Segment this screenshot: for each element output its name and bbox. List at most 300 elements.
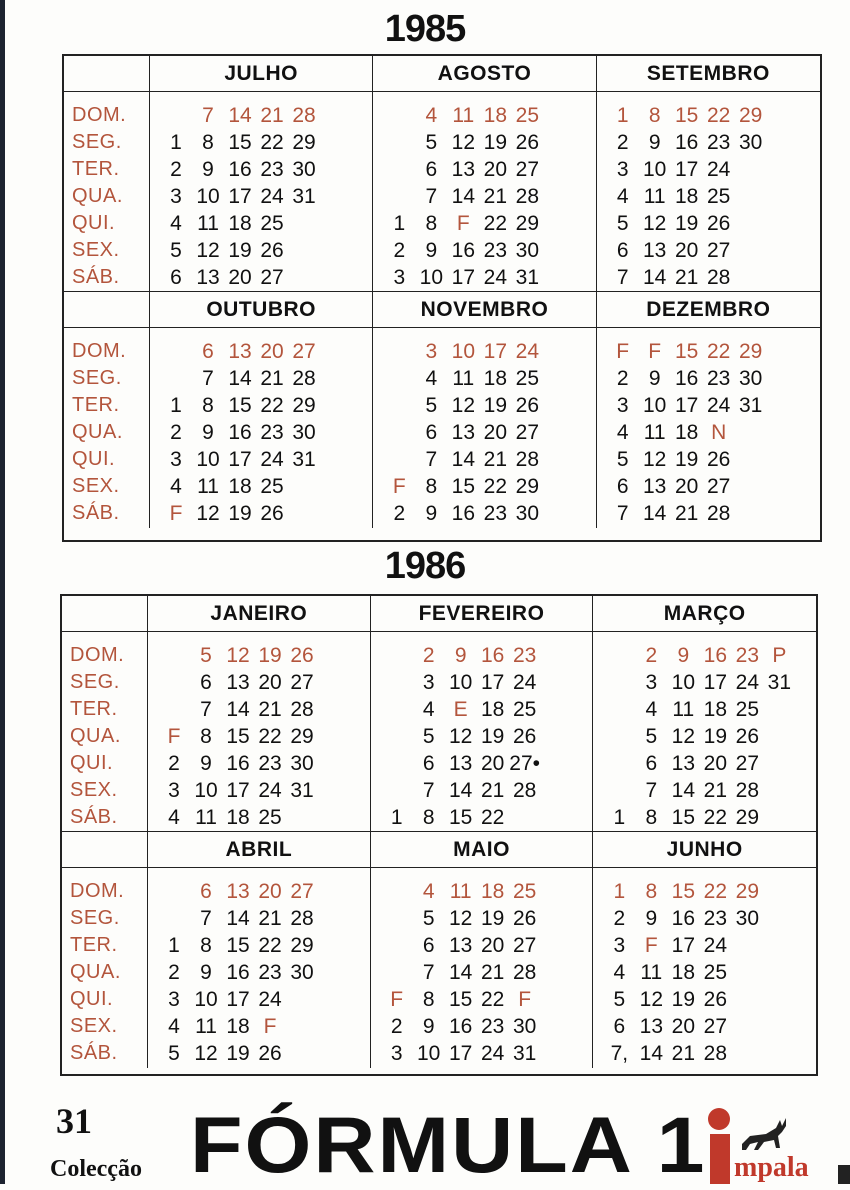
day-number: 15 bbox=[671, 880, 695, 903]
day-number: 26 bbox=[703, 988, 727, 1011]
day-number: 27 bbox=[515, 421, 539, 444]
day-number: 13 bbox=[448, 934, 473, 957]
day-number: 29 bbox=[290, 934, 314, 957]
day-number: 22 bbox=[258, 725, 282, 748]
day-number: 29 bbox=[735, 880, 759, 903]
day-number: 17 bbox=[451, 266, 475, 289]
day-number: 20 bbox=[483, 421, 507, 444]
day-number: 11 bbox=[672, 698, 695, 721]
day-number bbox=[767, 264, 799, 291]
day-number bbox=[767, 500, 799, 527]
day-number bbox=[767, 102, 799, 129]
day-number: 13 bbox=[448, 752, 473, 775]
day-number bbox=[320, 264, 352, 291]
day-number: F bbox=[518, 988, 532, 1011]
day-number: 14 bbox=[642, 266, 667, 289]
month-days bbox=[597, 328, 820, 528]
day-number: 7 bbox=[202, 367, 214, 390]
day-number bbox=[731, 932, 763, 959]
impala-logo bbox=[700, 1108, 820, 1184]
day-number: F bbox=[392, 475, 406, 498]
calendar-grid-1986 bbox=[60, 594, 818, 1076]
day-number: 31 bbox=[512, 1042, 537, 1065]
day-number: F bbox=[616, 340, 630, 363]
day-number: 17 bbox=[226, 988, 250, 1011]
day-number: 7 bbox=[425, 185, 438, 208]
day-number bbox=[320, 237, 352, 264]
day-number bbox=[320, 210, 352, 237]
day-number: 15 bbox=[228, 131, 252, 154]
day-number: 23 bbox=[735, 644, 759, 667]
day-number: 15 bbox=[451, 475, 475, 498]
day-number: 24 bbox=[258, 779, 282, 802]
day-number: 3 bbox=[425, 340, 438, 363]
day-number bbox=[735, 210, 767, 237]
day-number bbox=[320, 156, 352, 183]
day-number: 2 bbox=[645, 644, 658, 667]
month-name: FEVEREIRO bbox=[371, 596, 594, 632]
day-number: 3 bbox=[390, 1042, 403, 1065]
day-number: 14 bbox=[639, 1042, 663, 1065]
day-number: 19 bbox=[228, 239, 252, 262]
day-number bbox=[543, 473, 575, 500]
day-number bbox=[763, 723, 795, 750]
day-number: 28 bbox=[515, 448, 539, 471]
day-number: 19 bbox=[483, 131, 507, 154]
weekday-labels bbox=[62, 632, 148, 832]
day-number: 6 bbox=[200, 880, 212, 903]
day-number: 26 bbox=[512, 907, 537, 930]
day-number: 27 bbox=[515, 158, 539, 181]
day-number: 3 bbox=[613, 934, 626, 957]
month-name: OUTUBRO bbox=[150, 292, 373, 328]
day-number bbox=[318, 696, 350, 723]
day-number: 12 bbox=[451, 131, 475, 154]
day-number: 3 bbox=[422, 671, 435, 694]
day-number: 9 bbox=[200, 752, 212, 775]
day-number: 18 bbox=[228, 212, 252, 235]
day-number: 19 bbox=[480, 907, 505, 930]
day-number: 28 bbox=[512, 779, 537, 802]
day-number: 23 bbox=[703, 907, 727, 930]
day-number: 15 bbox=[226, 934, 250, 957]
day-number: P bbox=[772, 644, 787, 667]
day-number: 12 bbox=[226, 644, 250, 667]
day-number: 4 bbox=[170, 212, 182, 235]
month-name: SETEMBRO bbox=[597, 56, 820, 92]
day-number: 15 bbox=[448, 988, 473, 1011]
day-number bbox=[541, 642, 573, 669]
day-number bbox=[735, 473, 767, 500]
month-days bbox=[593, 632, 816, 832]
day-number: 3 bbox=[393, 266, 406, 289]
day-number: 14 bbox=[226, 907, 250, 930]
day-number bbox=[767, 129, 799, 156]
day-number: 18 bbox=[228, 475, 252, 498]
day-number bbox=[286, 986, 318, 1013]
day-number: 21 bbox=[671, 1042, 695, 1065]
formula-1-title: FÓRMULA 1 bbox=[190, 1101, 707, 1190]
day-number: 2 bbox=[390, 1015, 403, 1038]
day-number bbox=[763, 696, 795, 723]
day-number: 7, bbox=[610, 1042, 629, 1065]
month-days bbox=[597, 92, 820, 292]
day-number: 20 bbox=[671, 1015, 695, 1038]
weekday-label: QUA. bbox=[72, 185, 123, 207]
day-number: 1 bbox=[170, 131, 182, 154]
day-number: 17 bbox=[228, 185, 252, 208]
day-number: 6 bbox=[616, 475, 629, 498]
day-number: 27 bbox=[290, 671, 314, 694]
day-number: 24 bbox=[706, 158, 731, 181]
day-number: 19 bbox=[226, 1042, 250, 1065]
day-number bbox=[541, 1040, 573, 1067]
day-number: 18 bbox=[674, 421, 699, 444]
day-number: 26 bbox=[735, 725, 759, 748]
day-number bbox=[288, 264, 320, 291]
day-number: 29 bbox=[738, 104, 763, 127]
weekday-label: TER. bbox=[72, 158, 120, 180]
day-number bbox=[318, 1040, 350, 1067]
day-number: 24 bbox=[258, 988, 282, 1011]
day-number: 26 bbox=[512, 725, 537, 748]
day-number: 17 bbox=[674, 158, 699, 181]
day-number bbox=[603, 750, 635, 777]
month-name: MARÇO bbox=[593, 596, 816, 632]
weekday-labels bbox=[64, 92, 150, 292]
day-number: 14 bbox=[642, 502, 667, 525]
day-number: 17 bbox=[480, 671, 505, 694]
day-number: 31 bbox=[515, 266, 539, 289]
day-number: 14 bbox=[228, 367, 252, 390]
day-number: 28 bbox=[292, 367, 316, 390]
day-number: 19 bbox=[483, 394, 507, 417]
day-number: 25 bbox=[735, 698, 759, 721]
day-number: 4 bbox=[168, 806, 180, 829]
day-number: 22 bbox=[480, 988, 505, 1011]
day-number: 24 bbox=[703, 934, 727, 957]
day-number: 20 bbox=[674, 239, 699, 262]
header-corner bbox=[64, 292, 150, 328]
day-number: 2 bbox=[613, 907, 626, 930]
day-number: 10 bbox=[671, 671, 695, 694]
day-number: 3 bbox=[616, 158, 629, 181]
day-number: 2 bbox=[422, 644, 435, 667]
day-number: F bbox=[167, 725, 181, 748]
day-number: 20 bbox=[260, 340, 284, 363]
day-number: 6 bbox=[202, 340, 214, 363]
day-number: 30 bbox=[512, 1015, 537, 1038]
day-number bbox=[160, 102, 192, 129]
day-number: 11 bbox=[195, 806, 217, 829]
day-number bbox=[320, 365, 352, 392]
day-number: 24 bbox=[483, 266, 507, 289]
day-number: 29 bbox=[292, 131, 316, 154]
day-number: 24 bbox=[260, 448, 284, 471]
day-number: 29 bbox=[290, 725, 314, 748]
weekday-label: SEG. bbox=[72, 131, 122, 153]
day-number: 16 bbox=[226, 961, 250, 984]
day-number: 25 bbox=[512, 698, 537, 721]
day-number: 8 bbox=[425, 212, 438, 235]
day-number: F bbox=[648, 340, 662, 363]
month-name: NOVEMBRO bbox=[373, 292, 596, 328]
day-number bbox=[383, 446, 415, 473]
day-number: 9 bbox=[645, 907, 658, 930]
day-number bbox=[767, 210, 799, 237]
day-number bbox=[383, 392, 415, 419]
day-number: F bbox=[456, 212, 470, 235]
month-name: JANEIRO bbox=[148, 596, 371, 632]
day-number: 9 bbox=[425, 502, 438, 525]
day-number: 4 bbox=[616, 185, 629, 208]
day-number: 5 bbox=[170, 239, 182, 262]
day-number bbox=[158, 669, 190, 696]
weekday-label: QUI. bbox=[72, 448, 116, 470]
day-number: 11 bbox=[452, 104, 475, 127]
day-number: 12 bbox=[448, 725, 473, 748]
day-number: 11 bbox=[452, 367, 475, 390]
day-number bbox=[543, 156, 575, 183]
day-number: 3 bbox=[616, 394, 629, 417]
day-number: 18 bbox=[226, 806, 250, 829]
day-number: 29 bbox=[515, 475, 539, 498]
day-number: 17 bbox=[226, 779, 250, 802]
day-number: 2 bbox=[168, 961, 180, 984]
year-heading-1986: 1986 bbox=[384, 545, 466, 587]
day-number: 12 bbox=[642, 212, 667, 235]
day-number bbox=[767, 473, 799, 500]
day-number: 30 bbox=[515, 502, 539, 525]
day-number: 7 bbox=[422, 779, 435, 802]
day-number bbox=[735, 446, 767, 473]
day-number: 29 bbox=[738, 340, 763, 363]
day-number: N bbox=[711, 421, 727, 444]
day-number bbox=[383, 102, 415, 129]
day-number: 18 bbox=[483, 104, 507, 127]
day-number bbox=[767, 392, 799, 419]
day-number: 5 bbox=[200, 644, 212, 667]
day-number bbox=[509, 804, 541, 831]
day-number: 31 bbox=[290, 779, 314, 802]
day-number bbox=[383, 365, 415, 392]
day-number: 1 bbox=[170, 394, 182, 417]
day-number: 8 bbox=[645, 880, 658, 903]
day-number bbox=[543, 210, 575, 237]
weekday-label: SÁB. bbox=[72, 266, 120, 288]
month-days bbox=[150, 92, 373, 292]
day-number bbox=[603, 696, 635, 723]
day-number bbox=[735, 156, 767, 183]
day-number: 7 bbox=[616, 266, 629, 289]
day-number: 1 bbox=[168, 934, 180, 957]
day-number: 18 bbox=[480, 698, 505, 721]
day-number: 6 bbox=[616, 239, 629, 262]
day-number: 15 bbox=[671, 806, 695, 829]
day-number bbox=[320, 338, 352, 365]
day-number: 5 bbox=[616, 212, 629, 235]
weekday-label: SEX. bbox=[70, 1015, 118, 1037]
day-number bbox=[318, 878, 350, 905]
day-number bbox=[383, 129, 415, 156]
day-number: 2 bbox=[393, 239, 406, 262]
day-number bbox=[763, 1040, 795, 1067]
day-number: 3 bbox=[168, 779, 180, 802]
day-number: 18 bbox=[226, 1015, 250, 1038]
day-number bbox=[381, 750, 413, 777]
day-number: 6 bbox=[613, 1015, 626, 1038]
month-name: AGOSTO bbox=[373, 56, 596, 92]
day-number: 23 bbox=[512, 644, 537, 667]
day-number: 20 bbox=[703, 752, 727, 775]
day-number: 31 bbox=[292, 185, 316, 208]
month-days bbox=[371, 868, 594, 1068]
day-number: 25 bbox=[260, 212, 284, 235]
day-number bbox=[318, 959, 350, 986]
day-number: 7 bbox=[200, 698, 212, 721]
day-number: 8 bbox=[422, 988, 435, 1011]
day-number: 28 bbox=[515, 185, 539, 208]
collection-label: Colecção bbox=[50, 1156, 142, 1182]
day-number bbox=[763, 905, 795, 932]
weekday-label: SEX. bbox=[70, 779, 118, 801]
day-number: 1 bbox=[613, 806, 626, 829]
day-number: 7 bbox=[645, 779, 658, 802]
day-number: 9 bbox=[648, 131, 661, 154]
month-days bbox=[593, 868, 816, 1068]
day-number: 28 bbox=[292, 104, 316, 127]
day-number: 13 bbox=[451, 421, 475, 444]
weekday-label: SÁB. bbox=[70, 806, 118, 828]
month-name: JUNHO bbox=[593, 832, 816, 868]
day-number bbox=[763, 804, 795, 831]
day-number bbox=[763, 1013, 795, 1040]
day-number bbox=[288, 210, 320, 237]
day-number: 15 bbox=[228, 394, 252, 417]
day-number: 16 bbox=[451, 502, 475, 525]
weekday-label: QUA. bbox=[70, 725, 121, 747]
day-number: 30 bbox=[292, 421, 316, 444]
day-number: 7 bbox=[200, 907, 212, 930]
day-number bbox=[541, 804, 573, 831]
day-number: 4 bbox=[613, 961, 626, 984]
impala-brand-text: mpala bbox=[734, 1152, 809, 1183]
day-number bbox=[320, 129, 352, 156]
day-number: 30 bbox=[292, 158, 316, 181]
day-number bbox=[286, 1013, 318, 1040]
month-days bbox=[373, 92, 596, 292]
day-number: 13 bbox=[451, 158, 475, 181]
weekday-label: SÁB. bbox=[72, 502, 120, 524]
day-number: 23 bbox=[706, 367, 731, 390]
day-number bbox=[318, 804, 350, 831]
day-number: 13 bbox=[226, 880, 250, 903]
day-number: 20 bbox=[258, 880, 282, 903]
day-number: 13 bbox=[642, 475, 667, 498]
day-number bbox=[543, 365, 575, 392]
header-corner bbox=[64, 56, 150, 92]
day-number: 12 bbox=[451, 394, 475, 417]
month-name: JULHO bbox=[150, 56, 373, 92]
day-number: 10 bbox=[448, 671, 473, 694]
weekday-labels bbox=[64, 328, 150, 528]
day-number: 20 bbox=[228, 266, 252, 289]
day-number: 9 bbox=[202, 421, 214, 444]
day-number bbox=[320, 500, 352, 527]
day-number: 11 bbox=[643, 185, 666, 208]
day-number: 27 bbox=[292, 340, 316, 363]
day-number: 4 bbox=[645, 698, 658, 721]
day-number: 17 bbox=[674, 394, 699, 417]
day-number bbox=[767, 365, 799, 392]
day-number bbox=[381, 777, 413, 804]
day-number: 22 bbox=[706, 340, 731, 363]
impala-deer-icon bbox=[736, 1114, 792, 1154]
day-number: F bbox=[263, 1015, 277, 1038]
day-number: 5 bbox=[422, 725, 435, 748]
day-number: 30 bbox=[290, 961, 314, 984]
month-name: DEZEMBRO bbox=[597, 292, 820, 328]
day-number bbox=[320, 473, 352, 500]
day-number: 19 bbox=[258, 644, 282, 667]
weekday-label: SEG. bbox=[70, 671, 120, 693]
day-number bbox=[381, 959, 413, 986]
day-number: F bbox=[169, 502, 183, 525]
day-number: 8 bbox=[202, 131, 214, 154]
day-number: 18 bbox=[483, 367, 507, 390]
day-number: 22 bbox=[480, 806, 505, 829]
day-number bbox=[318, 642, 350, 669]
day-number: 11 bbox=[197, 475, 219, 498]
month-days bbox=[373, 328, 596, 528]
weekday-label: SEX. bbox=[72, 239, 120, 261]
day-number: 23 bbox=[483, 239, 507, 262]
weekday-label: DOM. bbox=[72, 104, 127, 126]
day-number: 23 bbox=[258, 752, 282, 775]
day-number: 22 bbox=[703, 880, 727, 903]
day-number: 27 bbox=[706, 239, 731, 262]
day-number: 11 bbox=[640, 961, 663, 984]
day-number: 15 bbox=[448, 806, 473, 829]
day-number: 13 bbox=[639, 1015, 663, 1038]
day-number: 25 bbox=[515, 367, 539, 390]
day-number: 28 bbox=[706, 502, 731, 525]
day-number bbox=[381, 669, 413, 696]
day-number: 3 bbox=[168, 988, 180, 1011]
day-number bbox=[381, 696, 413, 723]
day-number: 10 bbox=[416, 1042, 441, 1065]
day-number bbox=[763, 777, 795, 804]
day-number: 9 bbox=[422, 1015, 435, 1038]
weekday-label: QUI. bbox=[70, 988, 114, 1010]
day-number bbox=[318, 669, 350, 696]
day-number: 8 bbox=[648, 104, 661, 127]
day-number: 21 bbox=[483, 448, 507, 471]
day-number: 26 bbox=[706, 448, 731, 471]
day-number bbox=[541, 959, 573, 986]
day-number: 19 bbox=[480, 725, 505, 748]
day-number bbox=[320, 102, 352, 129]
weekday-label: QUA. bbox=[72, 421, 123, 443]
day-number: 11 bbox=[195, 1015, 217, 1038]
weekday-label: SEG. bbox=[72, 367, 122, 389]
weekday-label: DOM. bbox=[70, 880, 125, 902]
day-number: 22 bbox=[260, 394, 284, 417]
day-number bbox=[381, 932, 413, 959]
day-number: 28 bbox=[290, 907, 314, 930]
day-number: 5 bbox=[613, 988, 626, 1011]
day-number: 21 bbox=[480, 779, 505, 802]
